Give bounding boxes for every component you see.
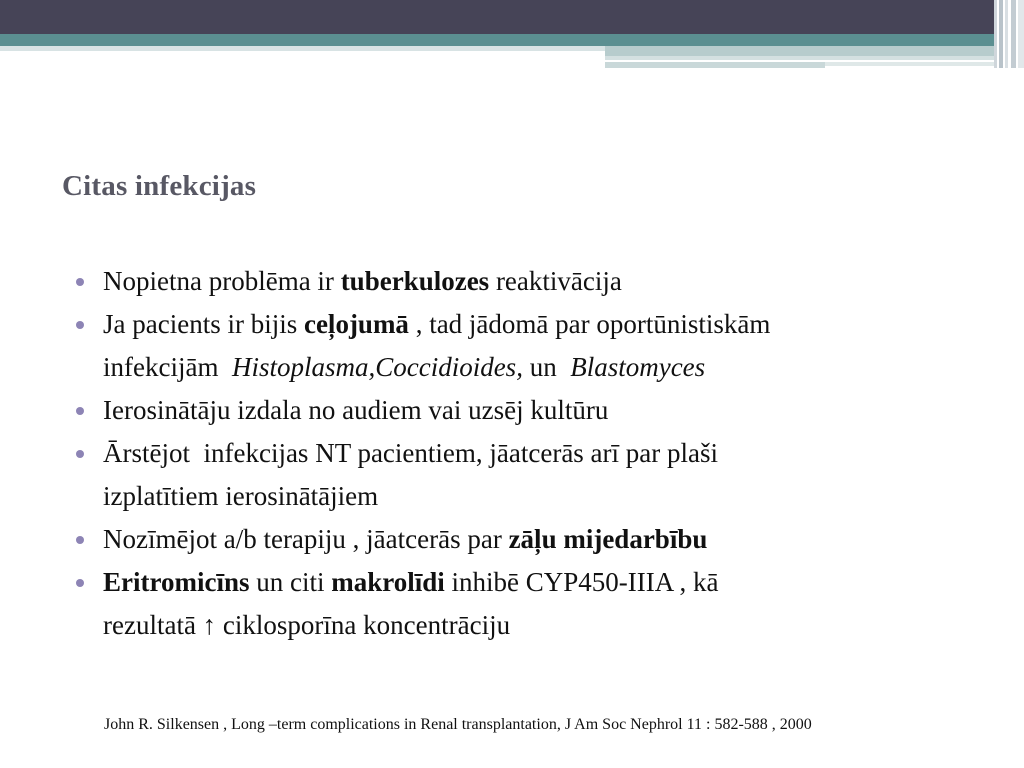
bullet-text-segment: infekcijām bbox=[103, 352, 232, 382]
bullet-text-segment: un citi bbox=[249, 567, 332, 597]
bullet-line bbox=[103, 303, 974, 346]
bullet-text-segment: izplatītiem ierosinātājiem bbox=[103, 481, 379, 511]
bullet-text-segment: inhibē CYP450-IIIA , kā bbox=[444, 567, 719, 597]
header-dark-band bbox=[0, 0, 1024, 34]
bullet-text-segment: reaktivācija bbox=[489, 266, 622, 296]
bullet-text-segment: Ārstējot infekcijas NT pacientiem, jāatcerās arī par plaši bbox=[103, 438, 719, 468]
bullet-item bbox=[74, 432, 974, 518]
bullet-text-segment: Blastomyces bbox=[570, 352, 706, 382]
bullet-item bbox=[74, 303, 974, 389]
bullet-text-segment: Eritromicīns bbox=[103, 567, 250, 597]
header-light-band bbox=[605, 56, 1024, 60]
bullet-text-segment: Ierosinātāju izdala no audiem vai uzsēj kultūru bbox=[103, 395, 609, 425]
bullet-item bbox=[74, 518, 974, 561]
bullet-item bbox=[74, 260, 974, 303]
bullet-item bbox=[74, 561, 974, 647]
bullet-text-segment: tuberkulozes bbox=[340, 266, 490, 296]
bullet-line bbox=[103, 475, 974, 518]
bullet-dot-icon bbox=[76, 407, 84, 415]
bullet-line bbox=[103, 346, 974, 389]
bullet-text-segment: , tad jādomā par oportūnistiskām bbox=[408, 309, 771, 339]
bullet-text-segment: Histoplasma,Coccidioides, bbox=[231, 352, 523, 382]
bullet-line bbox=[103, 604, 974, 647]
bullet-text-segment: un bbox=[522, 352, 571, 382]
header-light-band bbox=[605, 62, 825, 68]
bullet-line bbox=[103, 432, 974, 475]
bullet-text-segment: Nozīmējot a/b terapiju , jāatcerās par bbox=[103, 524, 509, 554]
bullet-list bbox=[74, 260, 974, 647]
bullet-text-segment: rezultatā ↑ ciklosporīna koncentrāciju bbox=[103, 610, 511, 640]
bullet-text-segment: Ja pacients ir bijis bbox=[103, 309, 304, 339]
bullet-dot-icon bbox=[76, 321, 84, 329]
bullet-dot-icon bbox=[76, 579, 84, 587]
header-light-band bbox=[605, 46, 1024, 56]
bullet-line bbox=[103, 389, 974, 432]
bullet-line bbox=[103, 518, 974, 561]
header-light-band bbox=[0, 46, 605, 51]
slide-title: Citas infekcijas bbox=[62, 170, 257, 202]
header-teal-band bbox=[0, 34, 1024, 46]
bullet-item bbox=[74, 389, 974, 432]
footnote-citation: John R. Silkensen , Long –term complications in Renal transplantation, J Am Soc Nephrol 11 : 582-588 , 2000 bbox=[104, 716, 812, 733]
bullet-dot-icon bbox=[76, 278, 84, 286]
bullet-dot-icon bbox=[76, 450, 84, 458]
bullet-line bbox=[103, 260, 974, 303]
bullet-text-segment: Nopietna problēma ir bbox=[103, 266, 341, 296]
bullet-dot-icon bbox=[76, 536, 84, 544]
header-stripes bbox=[994, 0, 1024, 68]
bullet-line bbox=[103, 561, 974, 604]
bullet-text-segment: zāļu mijedarbību bbox=[508, 524, 708, 554]
bullet-text-segment: ceļojumā bbox=[303, 309, 409, 339]
bullet-text-segment: makrolīdi bbox=[331, 567, 445, 597]
